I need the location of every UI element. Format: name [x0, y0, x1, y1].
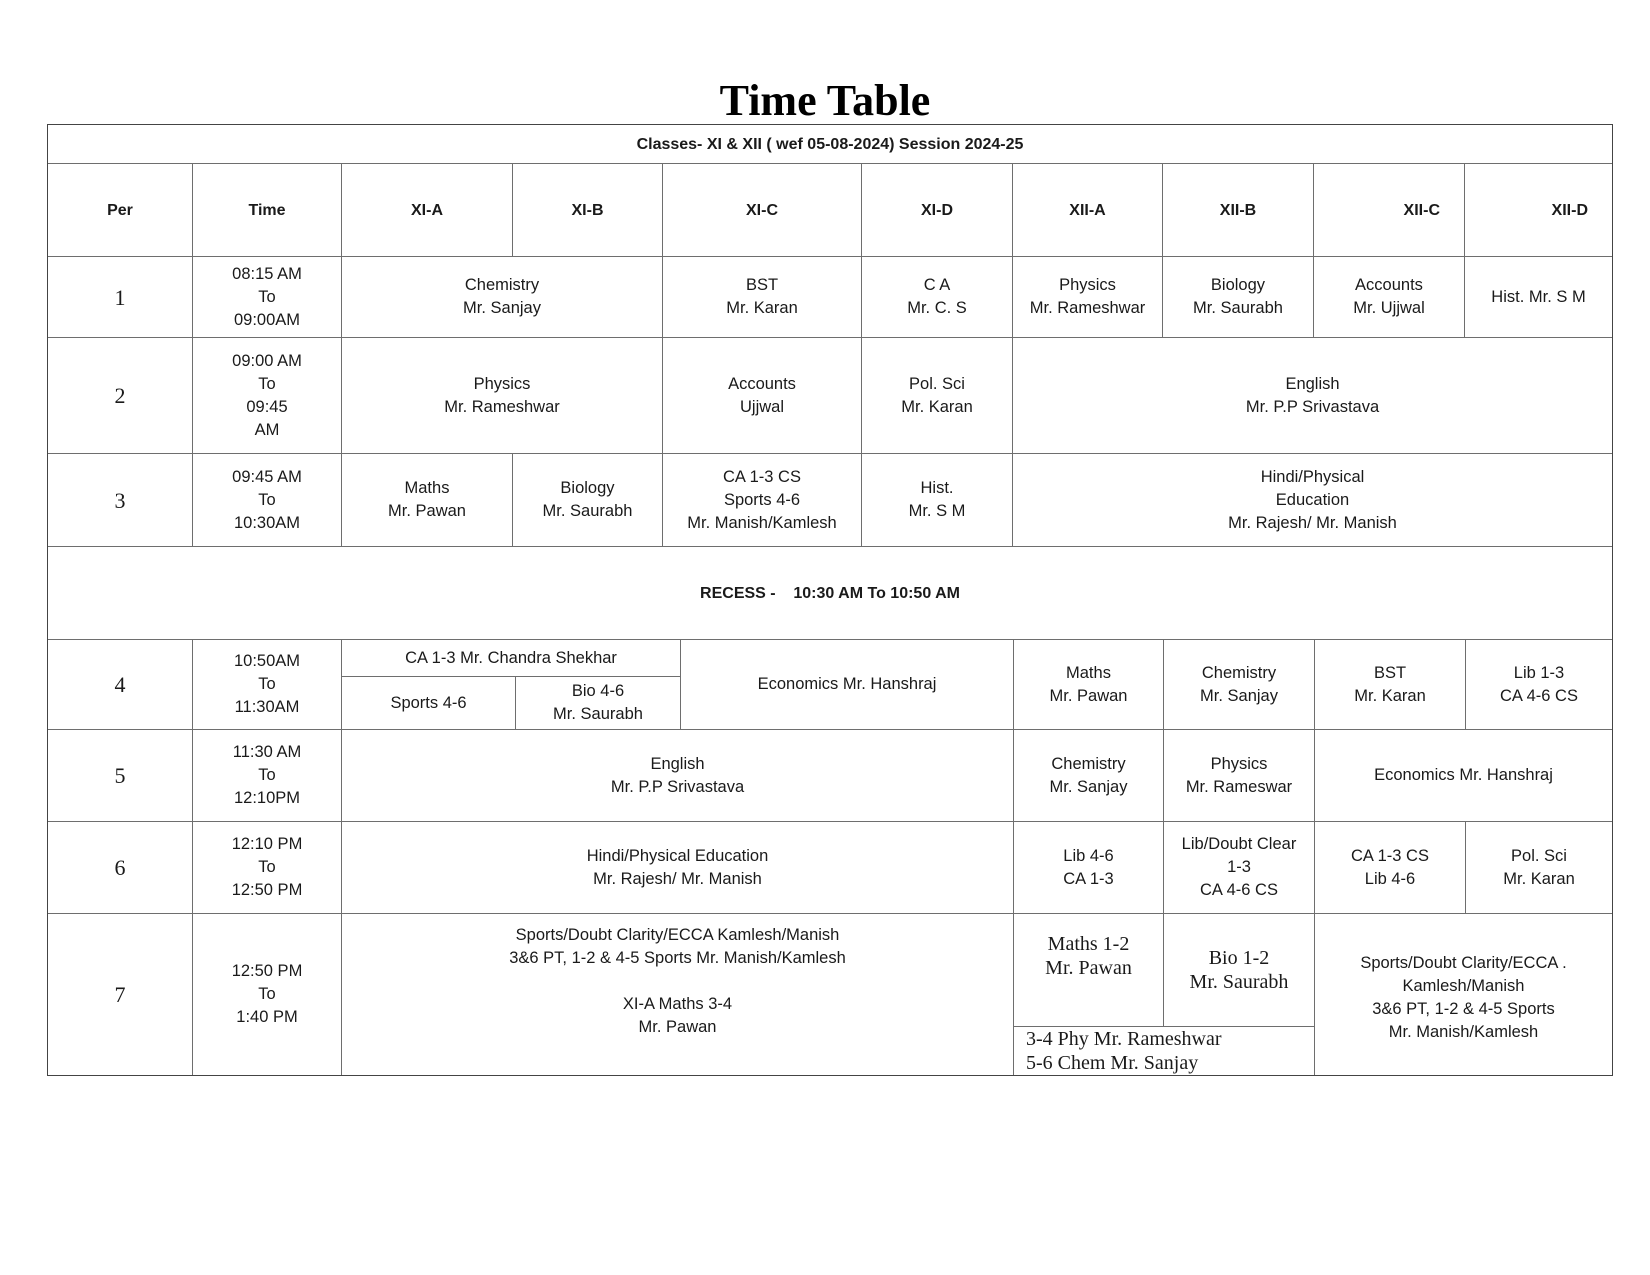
period-time: 12:10 PM To 12:50 PM: [192, 821, 342, 914]
session-subtitle: Classes- XI & XII ( wef 05-08-2024) Session 2024-25: [47, 124, 1613, 164]
period-number: 3: [47, 453, 193, 547]
header-xii-b: XII-B: [1162, 163, 1314, 257]
period-time: 12:50 PM To 1:40 PM: [192, 913, 342, 1076]
p1-xii-c: Accounts Mr. Ujjwal: [1313, 256, 1465, 338]
p6-xii-a: Lib 4-6 CA 1-3: [1013, 821, 1164, 914]
period-number: 6: [47, 821, 193, 914]
period-time: 10:50AM To 11:30AM: [192, 639, 342, 730]
period-number: 4: [47, 639, 193, 730]
period-number: 2: [47, 337, 193, 454]
header-xii-c: XII-C: [1313, 163, 1465, 257]
p6-xii-d: Pol. Sci Mr. Karan: [1465, 821, 1613, 914]
p1-xii-b: Biology Mr. Saurabh: [1162, 256, 1314, 338]
p5-xii-cd: Economics Mr. Hanshraj: [1314, 729, 1613, 822]
p1-xi-ab: Chemistry Mr. Sanjay: [341, 256, 663, 338]
p3-xi-c: CA 1-3 CS Sports 4-6 Mr. Manish/Kamlesh: [662, 453, 862, 547]
page-title: Time Table: [719, 76, 931, 125]
p7-xi: Sports/Doubt Clarity/ECCA Kamlesh/Manish 3&6 PT, 1-2 & 4-5 Sports Mr. Manish/Kamlesh XI-A Maths 3-4 Mr. Pawan: [341, 913, 1014, 1076]
header-xi-b: XI-B: [512, 163, 663, 257]
period-number: 7: [47, 913, 193, 1076]
p4-bio: Bio 4-6 Mr. Saurabh: [515, 676, 681, 730]
p3-xi-d: Hist. Mr. S M: [861, 453, 1013, 547]
header-xi-a: XI-A: [341, 163, 513, 257]
period-number: 5: [47, 729, 193, 822]
p6-xii-c: CA 1-3 CS Lib 4-6: [1314, 821, 1466, 914]
header-xi-c: XI-C: [662, 163, 862, 257]
p1-xii-d: Hist. Mr. S M: [1464, 256, 1613, 338]
p7-xii-ab-bottom: 3-4 Phy Mr. Rameshwar 5-6 Chem Mr. Sanjay: [1013, 1026, 1315, 1076]
p2-xi-d: Pol. Sci Mr. Karan: [861, 337, 1013, 454]
p1-xi-d: C A Mr. C. S: [861, 256, 1013, 338]
header-xi-d: XI-D: [861, 163, 1013, 257]
p4-xii-b: Chemistry Mr. Sanjay: [1163, 639, 1315, 730]
p4-xii-a: Maths Mr. Pawan: [1013, 639, 1164, 730]
p4-economics: Economics Mr. Hanshraj: [680, 639, 1014, 730]
p1-xi-c: BST Mr. Karan: [662, 256, 862, 338]
period-time: 11:30 AM To 12:10PM: [192, 729, 342, 822]
header-time: Time: [192, 163, 342, 257]
p3-xi-a: Maths Mr. Pawan: [341, 453, 513, 547]
p4-xii-c: BST Mr. Karan: [1314, 639, 1466, 730]
p6-xi: Hindi/Physical Education Mr. Rajesh/ Mr. Manish: [341, 821, 1014, 914]
header-xii-d: XII-D: [1464, 163, 1613, 257]
p7-xii-b: Bio 1-2 Mr. Saurabh: [1163, 913, 1315, 1027]
period-number: 1: [47, 256, 193, 338]
p3-xii: Hindi/Physical Education Mr. Rajesh/ Mr. Manish: [1012, 453, 1613, 547]
p4-ca-top: CA 1-3 Mr. Chandra Shekhar: [341, 639, 681, 677]
p5-xii-a: Chemistry Mr. Sanjay: [1013, 729, 1164, 822]
recess-row: RECESS - 10:30 AM To 10:50 AM: [47, 546, 1613, 640]
timetable: [47, 124, 1613, 1076]
p2-xi-c: Accounts Ujjwal: [662, 337, 862, 454]
p4-xii-d: Lib 1-3 CA 4-6 CS: [1465, 639, 1613, 730]
period-time: 08:15 AM To 09:00AM: [192, 256, 342, 338]
header-per: Per: [47, 163, 193, 257]
p5-xii-b: Physics Mr. Rameswar: [1163, 729, 1315, 822]
p5-xi: English Mr. P.P Srivastava: [341, 729, 1014, 822]
p1-xii-a: Physics Mr. Rameshwar: [1012, 256, 1163, 338]
p4-sports: Sports 4-6: [341, 676, 516, 730]
p7-xii-a: Maths 1-2 Mr. Pawan: [1013, 913, 1164, 1027]
period-time: 09:00 AM To 09:45 AM: [192, 337, 342, 454]
header-xii-a: XII-A: [1012, 163, 1163, 257]
p3-xi-b: Biology Mr. Saurabh: [512, 453, 663, 547]
p7-xii-cd: Sports/Doubt Clarity/ECCA . Kamlesh/Manish 3&6 PT, 1-2 & 4-5 Sports Mr. Manish/Kamlesh: [1314, 913, 1613, 1076]
period-time: 09:45 AM To 10:30AM: [192, 453, 342, 547]
p2-xi-ab: Physics Mr. Rameshwar: [341, 337, 663, 454]
p6-xii-b: Lib/Doubt Clear 1-3 CA 4-6 CS: [1163, 821, 1315, 914]
p2-xii: English Mr. P.P Srivastava: [1012, 337, 1613, 454]
